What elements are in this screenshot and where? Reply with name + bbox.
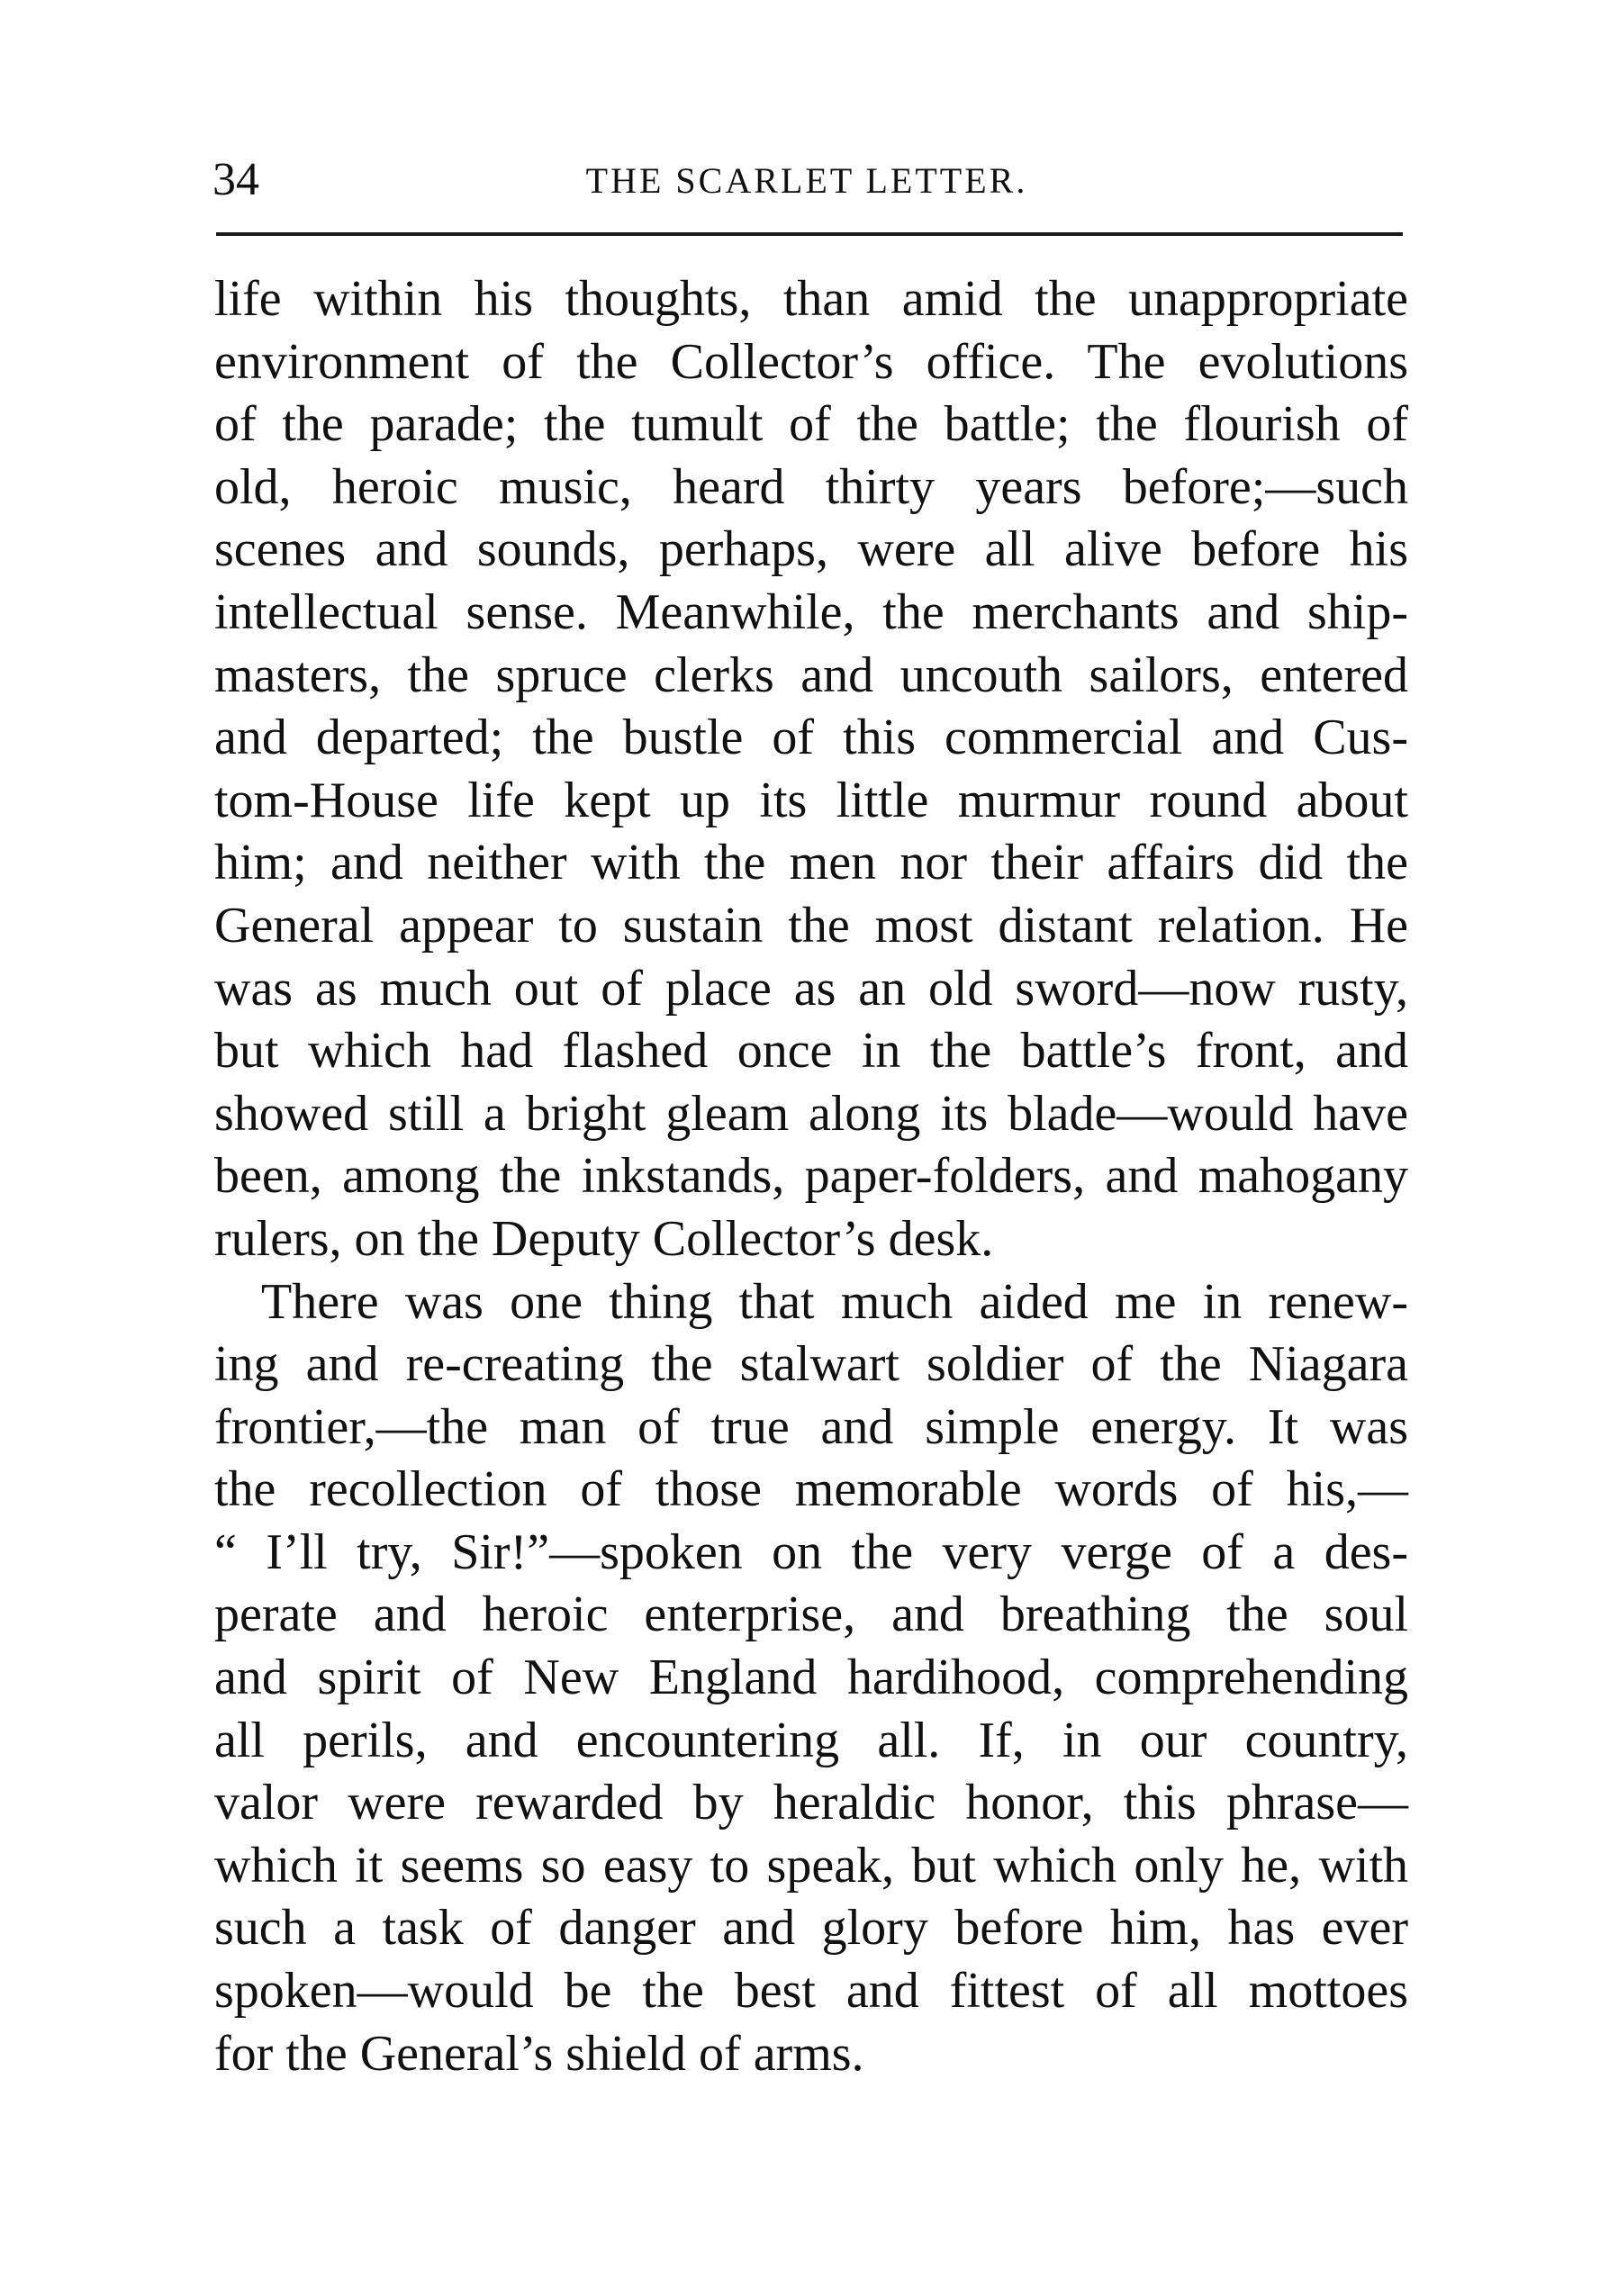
text-line: the recollection of those memorable words of his,— [214, 1461, 1408, 1518]
text-line: but which had flashed once in the battle’s front, and [214, 1023, 1408, 1080]
text-line: General appear to sustain the most distant relation. He [214, 897, 1408, 954]
text-line: There was one thing that much aided me in renew- [261, 1273, 1408, 1330]
text-line: old, heroic music, heard thirty years before;—such [214, 458, 1408, 515]
text-line: scenes and sounds, perhaps, were all alive before his [214, 521, 1408, 578]
text-line: perate and heroic enterprise, and breathing the soul [214, 1586, 1408, 1643]
text-line: such a task of danger and glory before him, has ever [214, 1900, 1408, 1957]
text-line: spoken—would be the best and fittest of all mottoes [214, 1963, 1408, 2020]
paragraph-1 [214, 268, 1408, 1271]
text-line: intellectual sense. Meanwhile, the merchants and ship- [214, 583, 1408, 640]
text-line: and spirit of New England hardihood, comprehending [214, 1650, 1408, 1706]
text-line: for the General’s shield of arms. [214, 2025, 864, 2082]
running-title: THE SCARLET LETTER. [585, 160, 1028, 201]
text-line: all perils, and encountering all. If, in our country, [214, 1712, 1408, 1768]
text-line: him; and neither with the men nor their affairs did the [214, 835, 1408, 891]
text-line: which it seems so easy to speak, but which only he, with [214, 1837, 1408, 1894]
text-line: been, among the inkstands, paper-folders, and mahogany [214, 1148, 1408, 1205]
text-line: tom-House life kept up its little murmur round about [214, 772, 1408, 828]
paragraph-2 [214, 1271, 1408, 2086]
page-number: 34 [212, 154, 259, 205]
text-line: rulers, on the Deputy Collector’s desk. [214, 1210, 994, 1267]
running-head [212, 149, 1401, 212]
text-line: environment of the Collector’s office. The evolutions [214, 333, 1408, 390]
text-line: and departed; the bustle of this commercial and Cus- [214, 710, 1408, 766]
text-line: was as much out of place as an old sword—now rusty, [214, 960, 1408, 1017]
header-rule [216, 232, 1403, 236]
body-text [214, 268, 1408, 2085]
text-line: valor were rewarded by heraldic honor, this phrase— [214, 1775, 1408, 1831]
text-line: masters, the spruce clerks and uncouth sailors, entered [214, 646, 1408, 703]
text-line: life within his thoughts, than amid the unappropriate [214, 271, 1408, 327]
text-line: showed still a bright gleam along its blade—would have [214, 1085, 1408, 1142]
text-line: of the parade; the tumult of the battle; the flourish of [214, 396, 1408, 453]
text-line: “ I’ll try, Sir!”—spoken on the very verge of a des- [214, 1523, 1408, 1580]
text-line: ing and re-creating the stalwart soldier of the Niagara [214, 1336, 1408, 1393]
text-line: frontier,—the man of true and simple energy. It was [214, 1398, 1408, 1455]
